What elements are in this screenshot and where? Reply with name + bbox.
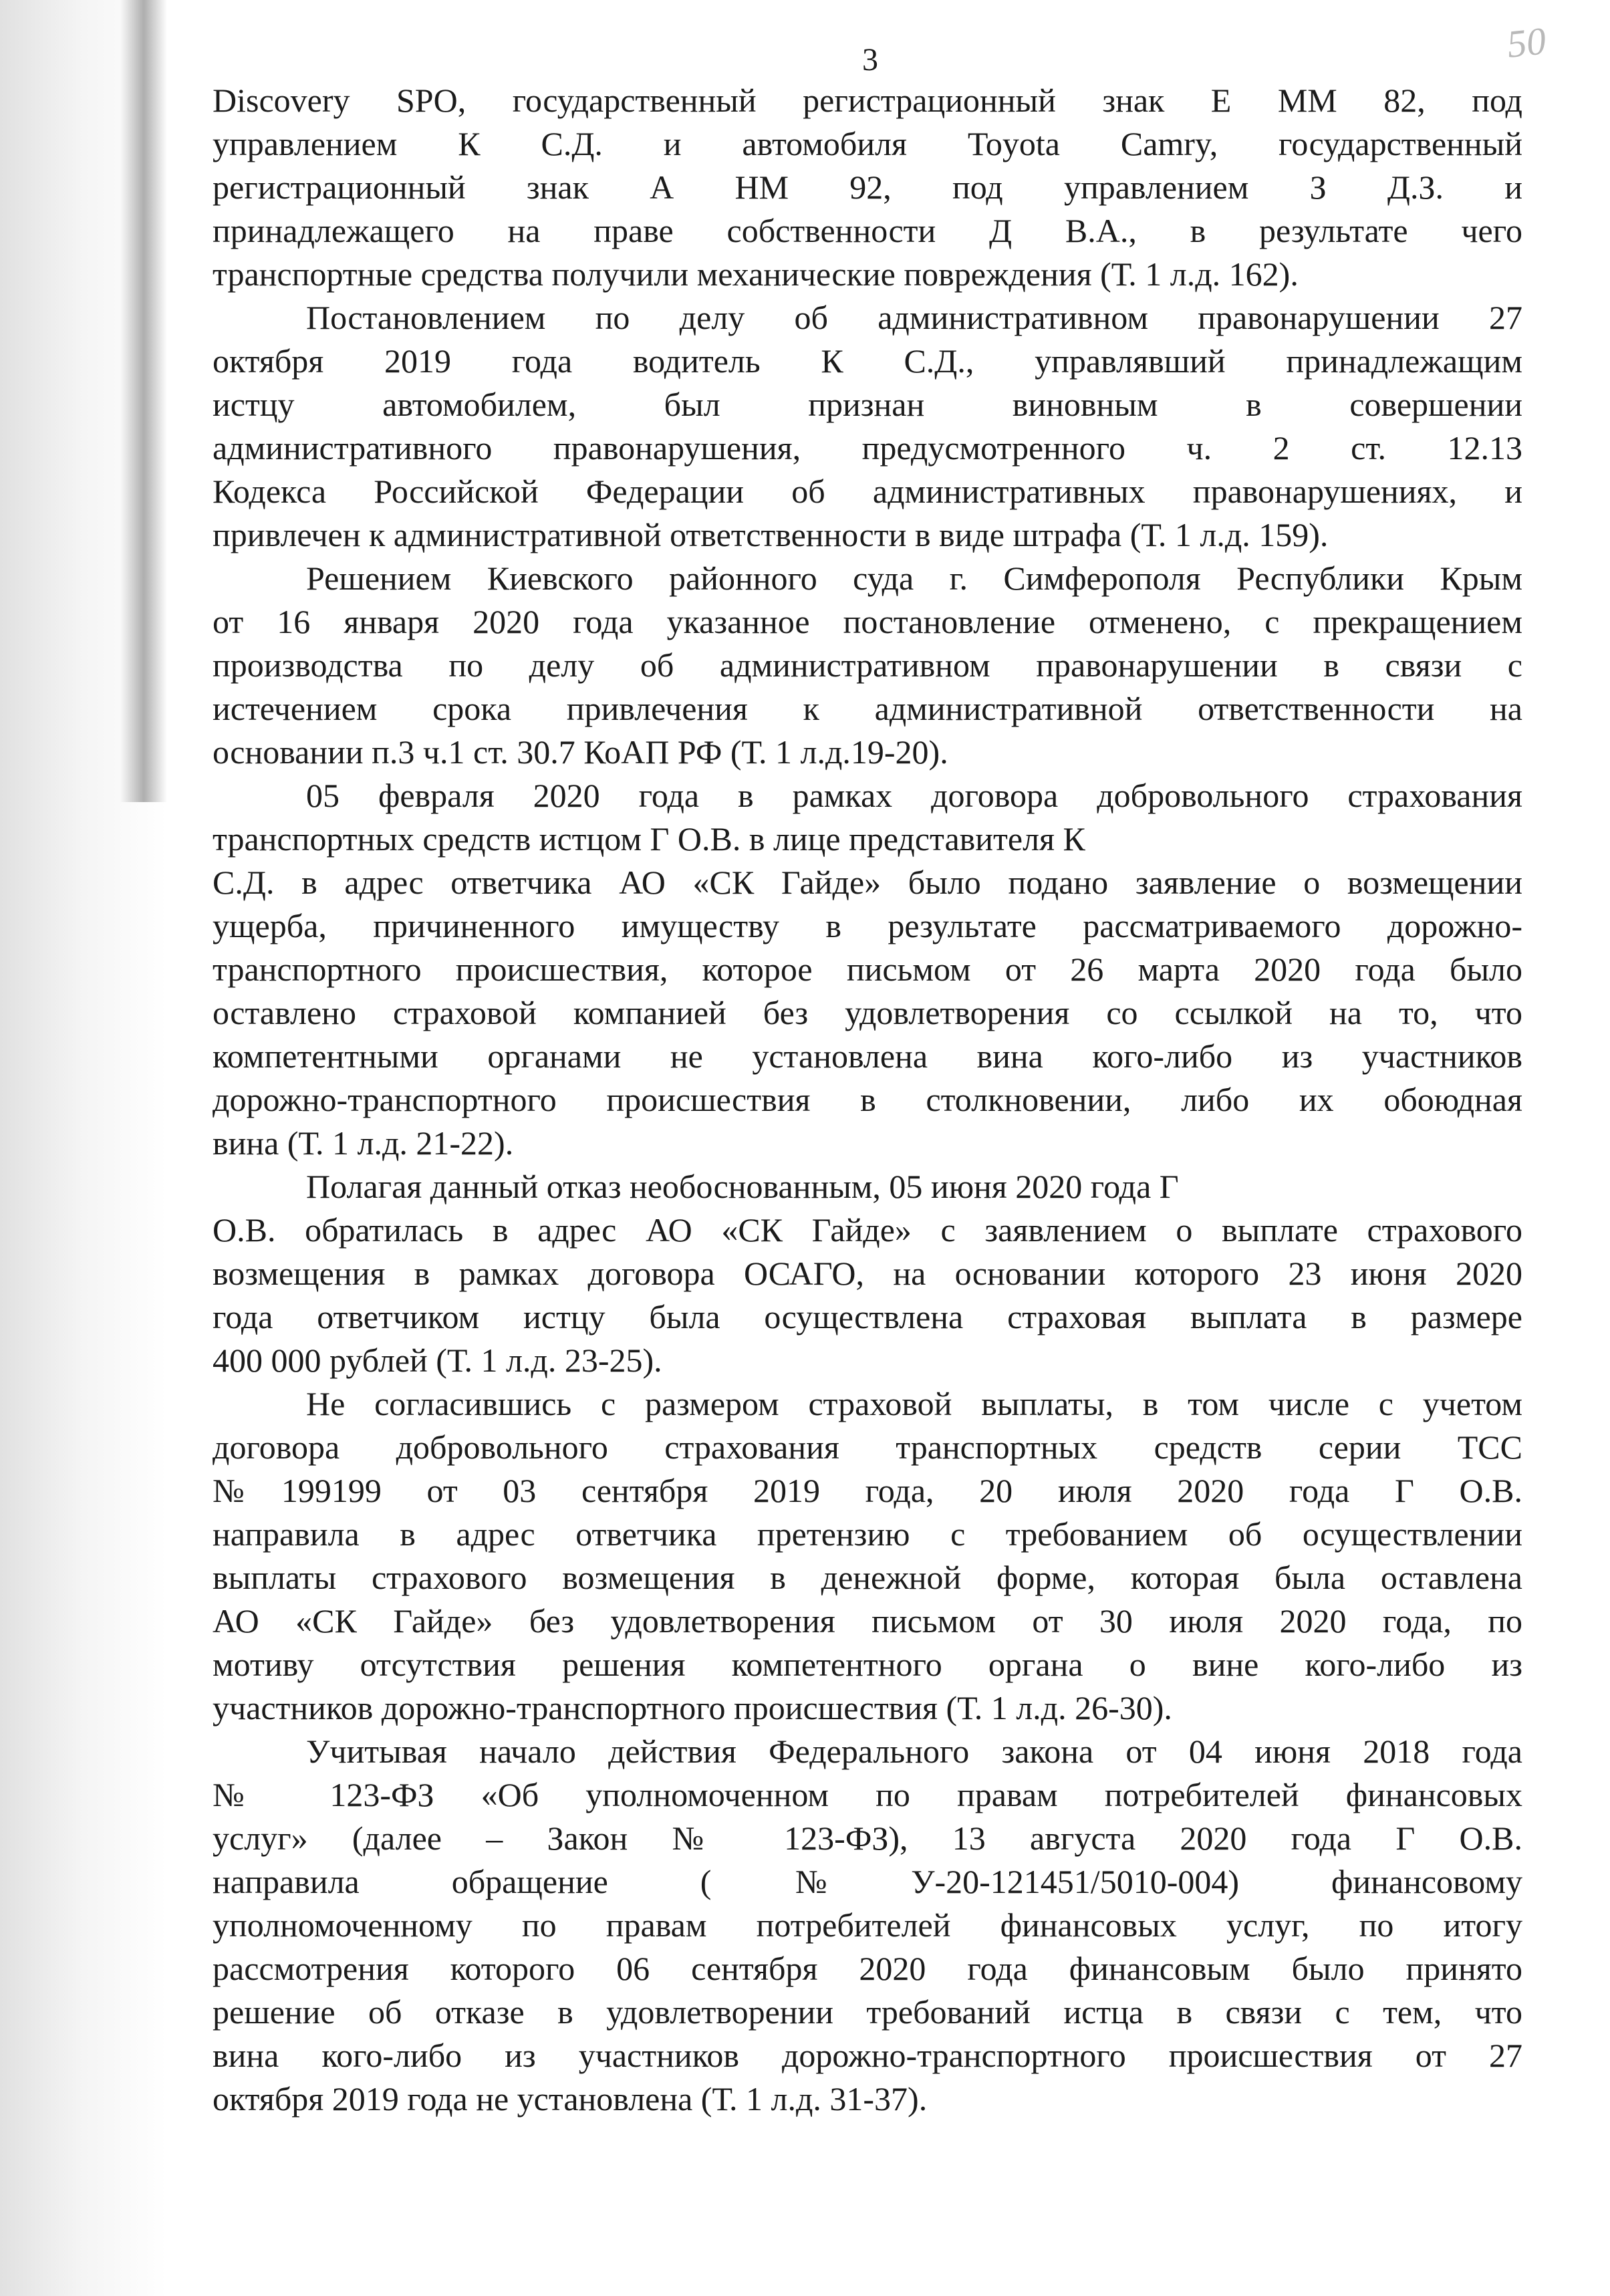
text-line: производства по делу об административном правонарушении в связи с — [213, 646, 1522, 684]
text-line: направила обращение (№У-20-121451/5010-004) финансовому — [213, 1863, 1522, 1900]
text-line: истцу автомобилем, был признан виновным в совершении — [213, 386, 1522, 423]
text-line: О.В. обратилась в адрес АО «СК Гайде» с заявлением о выплате страхового — [213, 1211, 1522, 1249]
text-line: оставлено страховой компанией без удовлетворения со ссылкой на то, что — [213, 994, 1522, 1031]
text-line: регистрационный знак А НМ 92, под управлением З Д.З. и — [213, 168, 1522, 206]
text-line: ущерба, причиненного имуществу в результате рассматриваемого дорожно- — [213, 907, 1522, 944]
text-line: уполномоченному по правам потребителей финансовых услуг, по итогу — [213, 1906, 1522, 1944]
scan-edge-band — [120, 0, 167, 802]
text-line: Discovery SPO, государственный регистрационный знак Е ММ 82, под — [213, 82, 1522, 119]
text-line: выплаты страхового возмещения в денежной форме, которая была оставлена — [213, 1559, 1522, 1596]
text-line: направила в адрес ответчика претензию с требованием об осуществлении — [213, 1515, 1522, 1553]
text-line: принадлежащего на праве собственности Д В.А., в результате чего — [213, 212, 1522, 249]
text-line: Решением Киевского районного суда г. Симферополя Республики Крым — [306, 559, 1522, 597]
text-line: от 16 января 2020 года указанное постановление отменено, с прекращением — [213, 603, 1522, 640]
text-line: управлением К С.Д. и автомобиля Toyota Camry, государственный — [213, 125, 1522, 162]
text-line: вина (Т. 1 л.д. 21-22). — [213, 1124, 514, 1162]
text-line: № 123-ФЗ «Об уполномоченном по правам потребителей финансовых — [213, 1776, 1522, 1813]
text-line: Не согласившись с размером страховой выплаты, в том числе с учетом — [306, 1385, 1522, 1422]
text-line: вина кого-либо из участников дорожно-транспортного происшествия от 27 — [213, 2037, 1522, 2074]
text-line: административного правонарушения, предусмотренного ч. 2 ст. 12.13 — [213, 429, 1522, 467]
document-body — [213, 79, 1522, 2121]
text-line: истечением срока привлечения к административной ответственности на — [213, 690, 1522, 727]
text-line: привлечен к административной ответственности в виде штрафа (Т. 1 л.д. 159). — [213, 516, 1329, 553]
text-line: года ответчиком истцу была осуществлена страховая выплата в размере — [213, 1298, 1522, 1335]
text-line: №199199 от 03 сентября 2019 года, 20 июля 2020 года Г О.В. — [213, 1472, 1522, 1509]
text-line: Кодекса Российской Федерации об административных правонарушениях, и — [213, 473, 1522, 510]
text-line: участников дорожно-транспортного происшествия (Т. 1 л.д. 26-30). — [213, 1689, 1172, 1727]
text-line: С.Д. в адрес ответчика АО «СК Гайде» было подано заявление о возмещении — [213, 864, 1522, 901]
page-number: 3 — [862, 42, 878, 78]
text-line: транспортных средств истцом Г О.В. в лице представителя К — [213, 820, 1085, 858]
text-line: октября 2019 года водитель К С.Д., управлявший принадлежащим — [213, 342, 1522, 380]
text-line: решение об отказе в удовлетворении требований истца в связи с тем, что — [213, 1993, 1522, 2031]
text-line: транспортные средства получили механические повреждения (Т. 1 л.д. 162). — [213, 255, 1299, 293]
text-line: компетентными органами не установлена вина кого-либо из участников — [213, 1037, 1522, 1075]
text-line: основании п.3 ч.1 ст. 30.7 КоАП РФ (Т. 1 л.д.19-20). — [213, 733, 948, 771]
text-line: октября 2019 года не установлена (Т. 1 л.д. 31-37). — [213, 2080, 928, 2118]
text-line: дорожно-транспортного происшествия в столкновении, либо их обоюдная — [213, 1081, 1522, 1118]
text-line: Полагая данный отказ необоснованным, 05 июня 2020 года Г — [306, 1168, 1179, 1205]
text-line: 400 000 рублей (Т. 1 л.д. 23-25). — [213, 1342, 662, 1379]
sheet-number-mark: 50 — [1504, 19, 1549, 66]
text-line: договора добровольного страхования транспортных средств серии ТСС — [213, 1428, 1522, 1466]
text-line: 05 февраля 2020 года в рамках договора добровольного страхования — [306, 777, 1522, 814]
text-line: АО «СК Гайде» без удовлетворения письмом от 30 июля 2020 года, по — [213, 1602, 1522, 1640]
text-line: мотиву отсутствия решения компетентного органа о вине кого-либо из — [213, 1646, 1522, 1683]
text-line: услуг» (далее – Закон № 123-ФЗ), 13 августа 2020 года Г О.В. — [213, 1819, 1522, 1857]
text-line: возмещения в рамках договора ОСАГО, на основании которого 23 июня 2020 — [213, 1255, 1522, 1292]
text-line: рассмотрения которого 06 сентября 2020 года финансовым было принято — [213, 1950, 1522, 1987]
text-line: Учитывая начало действия Федерального закона от 04 июня 2018 года — [306, 1733, 1522, 1770]
text-line: Постановлением по делу об административном правонарушении 27 — [306, 299, 1522, 336]
text-line: транспортного происшествия, которое письмом от 26 марта 2020 года было — [213, 950, 1522, 988]
